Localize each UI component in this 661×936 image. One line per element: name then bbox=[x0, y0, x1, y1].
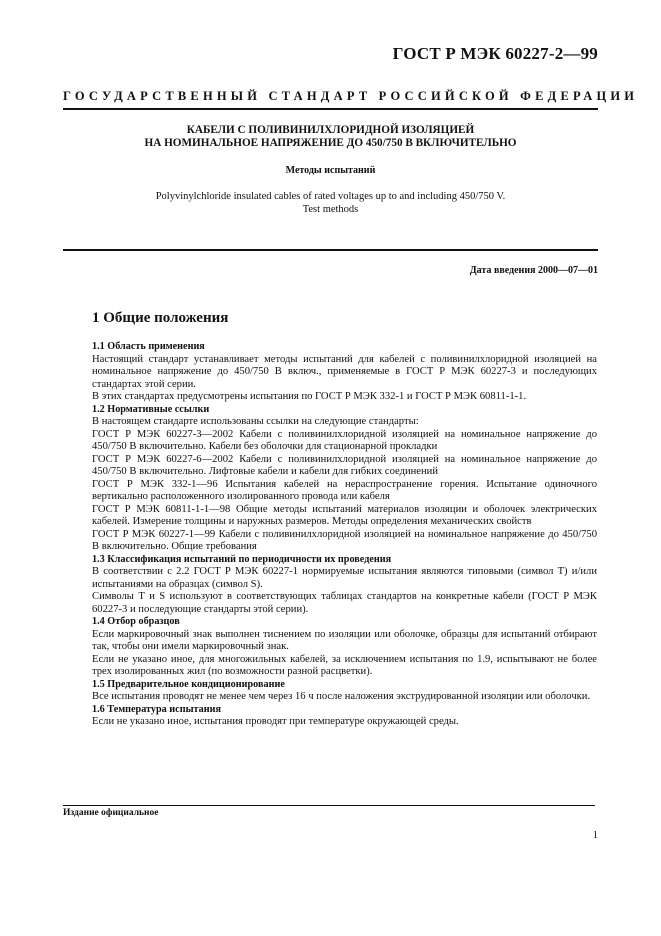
header-divider bbox=[63, 108, 598, 110]
title-divider bbox=[63, 249, 598, 251]
paragraph: ГОСТ Р МЭК 60227-6—2002 Кабели с поливинилхлоридной изоляцией на номинальное напряжение до 450/750 В включительно. Лифтовые кабели и кабели для гибких соединений bbox=[92, 453, 597, 477]
standard-designation: ГОСТ Р МЭК 60227-2—99 bbox=[392, 44, 598, 63]
subsection-heading: 1.2 Нормативные ссылки bbox=[92, 403, 210, 415]
paragraph: В настоящем стандарте использованы ссылки на следующие стандарты: bbox=[92, 416, 419, 427]
footer-divider bbox=[63, 805, 595, 806]
subsection-heading: 1.4 Отбор образцов bbox=[92, 616, 180, 627]
introduction-date: Дата введения 2000—07—01 bbox=[469, 265, 598, 276]
paragraph: Настоящий стандарт устанавливает методы испытаний для кабелей с поливинилхлоридной изоляцией на номинальное напряжение до 450/750 В включ., применяемые в ГОСТ Р МЭК 60227-3 и последующих стандартах этой серии. bbox=[92, 353, 597, 390]
edition-label: Издание официальное bbox=[63, 808, 159, 818]
section-heading: 1 Общие положения bbox=[92, 310, 229, 326]
paragraph: Все испытания проводят не менее чем через 16 ч после наложения экструдированной изоляции или оболочки. bbox=[92, 691, 591, 702]
english-title-line-2: Test methods bbox=[302, 204, 359, 215]
subsection-heading: 1.3 Классификация испытаний по периодичности их проведения bbox=[92, 553, 392, 565]
paragraph: ГОСТ Р МЭК 60811-1-1—98 Общие методы испытаний материалов изоляции и оболочек электрических кабелей. Измерение толщины и наружных размеров. Методы определения механических свойств bbox=[92, 503, 597, 527]
subsection-heading: 1.1 Область применения bbox=[92, 341, 205, 352]
paragraph: ГОСТ Р МЭК 60227-3—2002 Кабели с поливинилхлоридной изоляцией на номинальное напряжение до 450/750 В включительно. Кабели без оболочки для стационарной прокладки bbox=[92, 428, 597, 452]
title-line-2: НА НОМИНАЛЬНОЕ НАПРЯЖЕНИЕ ДО 450/750 В ВКЛЮЧИТЕЛЬНО bbox=[144, 137, 517, 149]
subsection-heading: 1.5 Предварительное кондиционирование bbox=[92, 678, 285, 690]
paragraph: Если маркировочный знак выполнен тиснением по изоляции или оболочке, образцы для испытаний отбирают так, чтобы они имели маркировочный знак. bbox=[92, 628, 597, 652]
paragraph: Если не указано иное, испытания проводят при температуре окружающей среды. bbox=[92, 716, 459, 727]
title-line-1: КАБЕЛИ С ПОЛИВИНИЛХЛОРИДНОЙ ИЗОЛЯЦИЕЙ bbox=[186, 124, 475, 136]
state-standard-title: ГОСУДАРСТВЕННЫЙ СТАНДАРТ РОССИЙСКОЙ ФЕДЕРАЦИИ bbox=[63, 89, 639, 103]
paragraph: В этих стандартах предусмотрены испытания по ГОСТ Р МЭК 332-1 и ГОСТ Р МЭК 60811-1-1. bbox=[92, 391, 527, 402]
paragraph: ГОСТ Р МЭК 60227-1—99 Кабели с поливинилхлоридной изоляцией на номинальное напряжение до 450/750 В включительно. Общие требования bbox=[92, 528, 597, 552]
document-subtitle: Методы испытаний bbox=[285, 165, 376, 176]
page-number: 1 bbox=[592, 830, 598, 841]
paragraph: В соответствии с 2.2 ГОСТ Р МЭК 60227-1 нормируемые испытания являются типовыми (символ Т) и/или испытаниями на образцах (символ S). bbox=[92, 566, 597, 590]
paragraph: Символы Т и S используют в соответствующих таблицах стандартов на конкретные кабели (ГОСТ Р МЭК 60227-3 и последующие стандарты этой серии). bbox=[92, 591, 597, 615]
subsection-heading: 1.6 Температура испытания bbox=[92, 703, 221, 715]
english-title-line-1: Polyvinylchloride insulated cables of rated voltages up to and including 450/750 V. bbox=[155, 191, 506, 202]
paragraph: ГОСТ Р МЭК 332-1—96 Испытания кабелей на нераспространение горения. Испытание одиночного вертикально расположенного изолированного провода или кабеля bbox=[92, 478, 597, 502]
document-title bbox=[63, 124, 598, 150]
english-title bbox=[63, 190, 598, 216]
paragraph: Если не указано иное, для многожильных кабелей, за исключением испытания по 1.9, испытывают не более трех изолированных жил (по возможности разной расцветки). bbox=[92, 653, 597, 677]
section-body bbox=[92, 341, 597, 729]
